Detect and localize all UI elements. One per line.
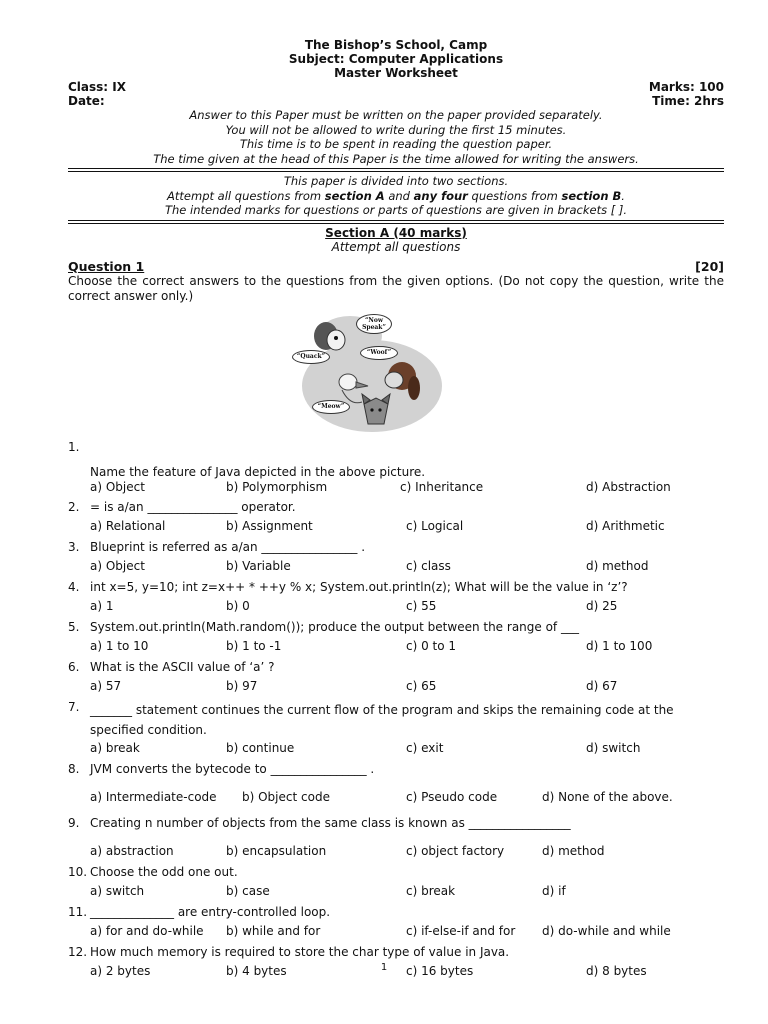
question-number: 11. [68, 904, 88, 919]
option: c) 65 [406, 678, 437, 693]
option: d) if [542, 883, 566, 898]
option: c) Pseudo code [406, 789, 498, 804]
question-text: Name the feature of Java depicted in the above picture. [90, 464, 426, 479]
options-row [90, 599, 724, 615]
option: d) None of the above. [542, 789, 673, 804]
option: a) Relational [90, 518, 166, 533]
option: a) 57 [90, 678, 122, 693]
option: d) 1 to 100 [586, 638, 653, 653]
option: d) 8 bytes [586, 963, 647, 978]
instructions-block [68, 108, 724, 166]
instruction-line: This time is to be spent in reading the question paper. [239, 137, 553, 151]
option: b) Variable [226, 558, 291, 573]
option: d) 67 [586, 678, 618, 693]
option: a) for and do-while [90, 923, 204, 938]
page-number: 1 [380, 962, 388, 973]
speech-bubble-woof: “Woof” [360, 346, 398, 360]
options-row [90, 679, 724, 695]
option: a) abstraction [90, 843, 174, 858]
option: d) Abstraction [586, 479, 671, 494]
question-text: System.out.println(Math.random()); produce the output between the range of ___ [90, 619, 579, 634]
option: b) 1 to -1 [226, 638, 282, 653]
option: a) 1 [90, 598, 114, 613]
option: d) 25 [586, 598, 618, 613]
double-rule [68, 168, 724, 172]
class-label: Class: IX [68, 80, 126, 94]
school-name: The Bishop’s School, Camp [304, 38, 488, 52]
note-emphasis: section B [561, 188, 622, 203]
question-item [68, 620, 724, 655]
option: d) method [542, 843, 605, 858]
option: a) 2 bytes [90, 963, 151, 978]
option: b) Assignment [226, 518, 313, 533]
question-marks: [20] [695, 258, 724, 274]
options-row [90, 639, 724, 655]
instruction-line: You will not be allowed to write during the first 15 minutes. [225, 122, 567, 137]
question-item [68, 580, 724, 615]
options-row [90, 844, 724, 860]
option: c) 16 bytes [406, 963, 474, 978]
question-item [68, 440, 724, 496]
note-text: . [621, 188, 625, 203]
option: c) Logical [406, 518, 464, 533]
sections-note-line: The intended marks for questions or parts of questions are given in brackets [ ]. [164, 203, 628, 217]
marks-label: Marks: 100 [648, 80, 724, 94]
question-number: 2. [68, 499, 80, 514]
option: b) 97 [226, 678, 258, 693]
option: b) Polymorphism [226, 479, 328, 494]
question-list [68, 440, 724, 980]
option: b) 0 [226, 598, 250, 613]
speech-bubble-quack: “Quack” [292, 350, 330, 364]
question-text: ______________ are entry-controlled loop. [90, 904, 331, 919]
instruction-line: The time given at the head of this Paper is the time allowed for writing the answers. [153, 151, 639, 166]
question-number: 5. [68, 619, 80, 634]
question-text: int x=5, y=10; int z=x++ * ++y % x; System.out.println(z); What will be the value in ‘z’? [90, 579, 628, 594]
option: a) 1 to 10 [90, 638, 149, 653]
option: c) exit [406, 740, 444, 755]
options-row [90, 924, 724, 940]
options-row [90, 559, 724, 575]
question-text [90, 440, 724, 455]
question-item [68, 700, 724, 757]
question-number: 10. [68, 864, 88, 879]
question-number: 3. [68, 539, 80, 554]
option: d) Arithmetic [586, 518, 665, 533]
date-label: Date: [68, 94, 105, 108]
options-row [90, 884, 724, 900]
note-emphasis: section A [324, 188, 385, 203]
question-text: How much memory is required to store the char type of value in Java. [90, 944, 510, 959]
polymorphism-illustration [290, 308, 450, 438]
sections-note-line [68, 189, 724, 204]
options-row [90, 790, 724, 806]
time-label: Time: 2hrs [652, 94, 724, 108]
question-number: 9. [68, 815, 80, 830]
note-text: questions from [467, 188, 562, 203]
question-number: 1. [68, 439, 80, 454]
question-number: 6. [68, 659, 80, 674]
instruction-line: Answer to this Paper must be written on the paper provided separately. [189, 108, 603, 122]
option: b) Object code [242, 789, 330, 804]
question-text: Choose the odd one out. [90, 864, 238, 879]
question-item [68, 540, 724, 575]
option: b) continue [226, 740, 295, 755]
question-text: What is the ASCII value of ‘a’ ? [90, 659, 275, 674]
option: c) if-else-if and for [406, 923, 516, 938]
option: c) Inheritance [400, 479, 484, 494]
speech-bubble-now-speak: “Now Speak” [356, 314, 392, 334]
note-emphasis: any four [413, 188, 468, 203]
options-row [90, 480, 724, 496]
question-1-heading [68, 260, 724, 274]
note-text: and [384, 188, 414, 203]
options-row [90, 741, 724, 757]
option: c) 55 [406, 598, 437, 613]
date-time-row [68, 94, 724, 108]
section-a-title: Section A (40 marks) [325, 225, 467, 240]
section-a-subtitle: Attempt all questions [331, 239, 461, 254]
double-rule [68, 220, 724, 224]
speech-bubble-meow: “Meow” [312, 400, 350, 414]
option: a) Object [90, 479, 145, 494]
option: b) while and for [226, 923, 321, 938]
note-text: Attempt all questions from [167, 188, 325, 203]
option: a) Object [90, 558, 145, 573]
option: c) class [406, 558, 451, 573]
option: a) Intermediate-code [90, 789, 217, 804]
option: c) object factory [406, 843, 505, 858]
question-number: 7. [68, 699, 80, 714]
question-text: Creating n number of objects from the same class is known as _________________ [90, 815, 571, 830]
question-label: Question 1 [68, 258, 145, 274]
question-text: JVM converts the bytecode to ________________ . [90, 761, 375, 776]
question-item [68, 660, 724, 695]
option: a) switch [90, 883, 145, 898]
worksheet-page [68, 38, 724, 980]
option: a) break [90, 740, 140, 755]
option: d) do-while and while [542, 923, 671, 938]
question-item [68, 500, 724, 535]
question-item [68, 762, 724, 806]
worksheet-title: Master Worksheet [334, 66, 458, 80]
subject-line: Subject: Computer Applications [288, 52, 504, 66]
question-number: 12. [68, 944, 88, 959]
option: b) encapsulation [226, 843, 327, 858]
option: d) method [586, 558, 649, 573]
option: d) switch [586, 740, 641, 755]
question-item [68, 816, 724, 860]
question-item [68, 905, 724, 940]
question-text: Blueprint is referred as a/an ________________ . [90, 539, 366, 554]
question-text: _______ statement continues the current flow of the program and skips the remaining code at the specified condition. [90, 702, 674, 737]
option: b) 4 bytes [226, 963, 287, 978]
question-number: 4. [68, 579, 80, 594]
option: c) break [406, 883, 456, 898]
question-1-instructions: Choose the correct answers to the questions from the given options. (Do not copy the question, write the correct answer only.) [68, 273, 724, 303]
question-number: 8. [68, 761, 80, 776]
sections-note-line: This paper is divided into two sections. [283, 174, 509, 188]
sections-note [68, 174, 724, 218]
option: c) 0 to 1 [406, 638, 457, 653]
class-marks-row [68, 80, 724, 94]
options-row [90, 519, 724, 535]
question-text: = is a/an _______________ operator. [90, 499, 296, 514]
option: b) case [226, 883, 270, 898]
question-item [68, 865, 724, 900]
